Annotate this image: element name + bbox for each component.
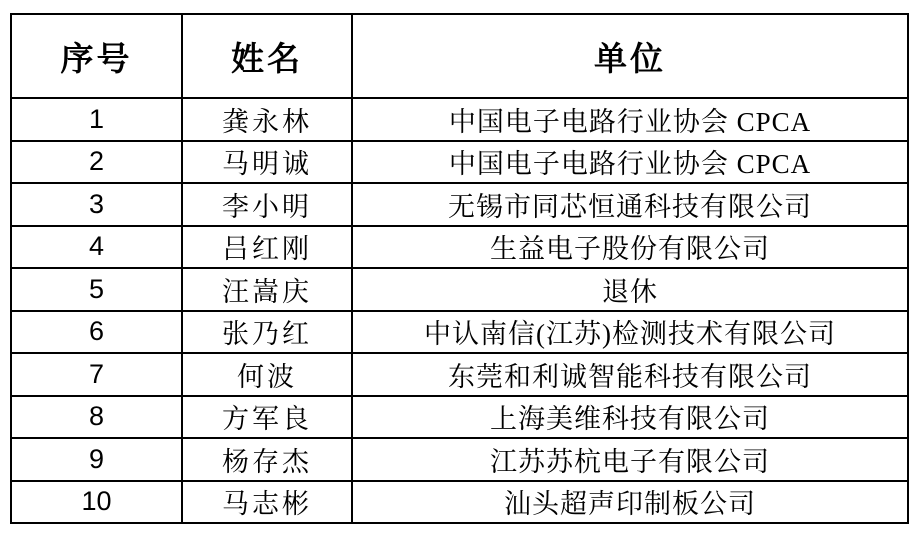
row-index-cell: 9: [11, 438, 182, 481]
row-index-cell: 5: [11, 268, 182, 311]
table-row: [11, 396, 908, 439]
header-row: [11, 14, 908, 98]
table-row: [11, 353, 908, 396]
row-index-cell: 4: [11, 226, 182, 269]
row-name-cell: 吕红刚: [182, 226, 352, 269]
row-name-cell: 汪嵩庆: [182, 268, 352, 311]
row-unit-cell: 中认南信(江苏)检测技术有限公司: [352, 311, 908, 354]
row-unit-cell: 上海美维科技有限公司: [352, 396, 908, 439]
row-name-cell: 马明诚: [182, 141, 352, 184]
header-cell-index: 序号: [11, 14, 182, 98]
row-unit-cell: 江苏苏杭电子有限公司: [352, 438, 908, 481]
row-name-cell: 张乃红: [182, 311, 352, 354]
roster-table: [10, 13, 909, 524]
row-index-cell: 10: [11, 481, 182, 524]
row-index-cell: 7: [11, 353, 182, 396]
table-row: [11, 98, 908, 141]
table-row: [11, 268, 908, 311]
row-index-cell: 2: [11, 141, 182, 184]
header-cell-unit: 单位: [352, 14, 908, 98]
row-name-cell: 龚永林: [182, 98, 352, 141]
row-name-cell: 李小明: [182, 183, 352, 226]
row-unit-cell: 生益电子股份有限公司: [352, 226, 908, 269]
table-row: [11, 311, 908, 354]
row-unit-cell: 中国电子电路行业协会 CPCA: [352, 98, 908, 141]
table-row: [11, 141, 908, 184]
row-unit-cell: 汕头超声印制板公司: [352, 481, 908, 524]
table-row: [11, 183, 908, 226]
table-row: [11, 438, 908, 481]
table-row: [11, 226, 908, 269]
row-unit-cell: 东莞和利诚智能科技有限公司: [352, 353, 908, 396]
row-name-cell: 杨存杰: [182, 438, 352, 481]
table-row: [11, 481, 908, 524]
row-name-cell: 马志彬: [182, 481, 352, 524]
row-index-cell: 6: [11, 311, 182, 354]
row-unit-cell: 中国电子电路行业协会 CPCA: [352, 141, 908, 184]
row-index-cell: 1: [11, 98, 182, 141]
row-name-cell: 方军良: [182, 396, 352, 439]
row-unit-cell: 退休: [352, 268, 908, 311]
header-cell-name: 姓名: [182, 14, 352, 98]
row-unit-cell: 无锡市同芯恒通科技有限公司: [352, 183, 908, 226]
table-body: [11, 98, 908, 523]
row-index-cell: 8: [11, 396, 182, 439]
row-index-cell: 3: [11, 183, 182, 226]
row-name-cell: 何波: [182, 353, 352, 396]
